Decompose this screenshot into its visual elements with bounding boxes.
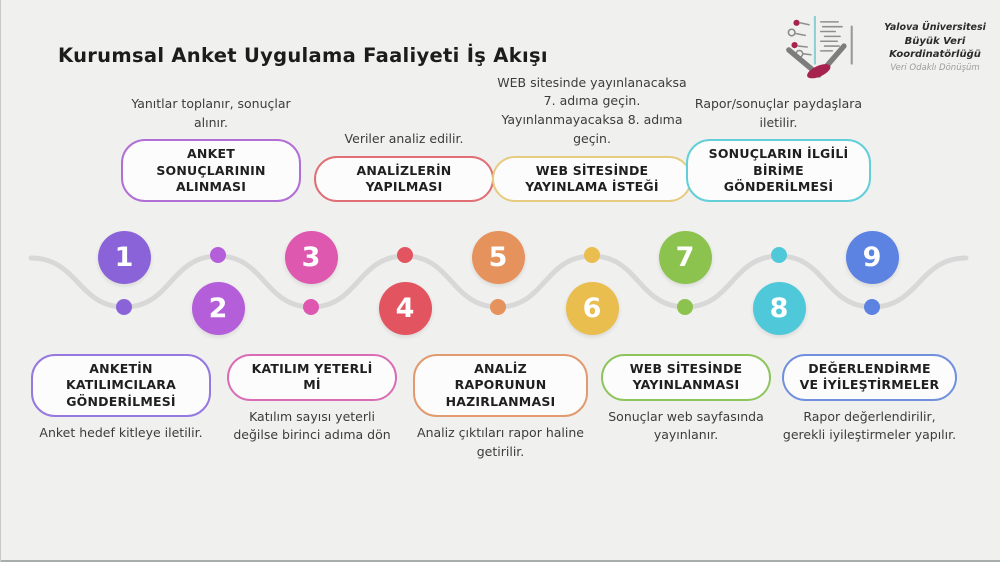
step-1-label-pill: ANKETİN KATILIMCILARA GÖNDERİLMESİ — [31, 354, 211, 417]
step-dot-6 — [584, 247, 600, 263]
step-circle-5: 5 — [472, 231, 525, 284]
step-circle-3: 3 — [285, 231, 338, 284]
step-dot-2 — [210, 247, 226, 263]
page-title: Kurumsal Anket Uygulama Faaliyeti İş Akışı — [58, 44, 548, 67]
step-9-description: Rapor değerlendirilir, gerekli iyileştirmeler yapılır. — [782, 408, 957, 443]
logo-graphic-icon — [782, 10, 874, 86]
step-label-group-2 — [121, 95, 301, 202]
university-logo — [782, 10, 994, 86]
step-circle-8: 8 — [753, 282, 806, 335]
step-4-description: Veriler analiz edilir. — [344, 130, 464, 146]
step-circle-4: 4 — [379, 282, 432, 335]
step-label-group-8 — [686, 95, 871, 202]
step-8-description: Rapor/sonuçlar paydaşlara iletilir. — [694, 95, 863, 130]
step-6-description: WEB sitesinde yayınlanacaksa 7. adıma geçin. Yayınlanmayacaksa 8. adıma geçin. — [497, 74, 687, 146]
step-dot-3 — [303, 299, 319, 315]
step-4-label-pill: ANALİZLERİN YAPILMASI — [314, 156, 494, 203]
step-dot-5 — [490, 299, 506, 315]
step-dot-1 — [116, 299, 132, 315]
step-2-description: Yanıtlar toplanır, sonuçlar alınır. — [131, 95, 291, 130]
step-label-group-6 — [492, 74, 692, 203]
step-label-group-7 — [601, 354, 771, 445]
step-9-label-pill: DEĞERLENDİRME VE İYİLEŞTİRMELER — [782, 354, 957, 401]
step-dot-7 — [677, 299, 693, 315]
step-3-label-pill: KATILIM YETERLİ Mİ — [227, 354, 397, 401]
step-dot-9 — [864, 299, 880, 315]
logo-text — [876, 22, 994, 75]
step-circle-6: 6 — [566, 282, 619, 335]
step-5-description: Analiz çıktıları rapor haline getirilir. — [417, 424, 584, 459]
step-dot-4 — [397, 247, 413, 263]
step-circle-2: 2 — [192, 282, 245, 335]
step-2-label-pill: ANKET SONUÇLARININ ALINMASI — [121, 139, 301, 202]
step-circle-9: 9 — [846, 231, 899, 284]
step-label-group-4 — [314, 130, 494, 202]
step-8-label-pill: SONUÇLARIN İLGİLİ BİRİME GÖNDERİLMESİ — [686, 139, 871, 202]
logo-line-department: Büyük Veri Koordinatörlüğü — [889, 35, 981, 61]
step-7-label-pill: WEB SİTESİNDE YAYINLANMASI — [601, 354, 771, 401]
step-7-description: Sonuçlar web sayfasında yayınlanır. — [608, 408, 764, 443]
step-circle-1: 1 — [98, 231, 151, 284]
step-label-group-1 — [31, 354, 211, 443]
step-6-label-pill: WEB SİTESİNDE YAYINLAMA İSTEĞİ — [492, 156, 692, 203]
step-1-description: Anket hedef kitleye iletilir. — [39, 424, 203, 440]
step-5-label-pill: ANALİZ RAPORUNUN HAZIRLANMASI — [413, 354, 588, 417]
step-dot-8 — [771, 247, 787, 263]
logo-line-university: Yalova Üniversitesi — [884, 21, 986, 33]
step-3-description: Katılım sayısı yeterli değilse birinci adıma dön — [233, 408, 391, 443]
step-label-group-5 — [413, 354, 588, 461]
step-circle-7: 7 — [659, 231, 712, 284]
logo-line-slogan: Veri Odaklı Dönüşüm — [890, 62, 980, 73]
step-label-group-3 — [227, 354, 397, 445]
step-label-group-9 — [782, 354, 957, 445]
